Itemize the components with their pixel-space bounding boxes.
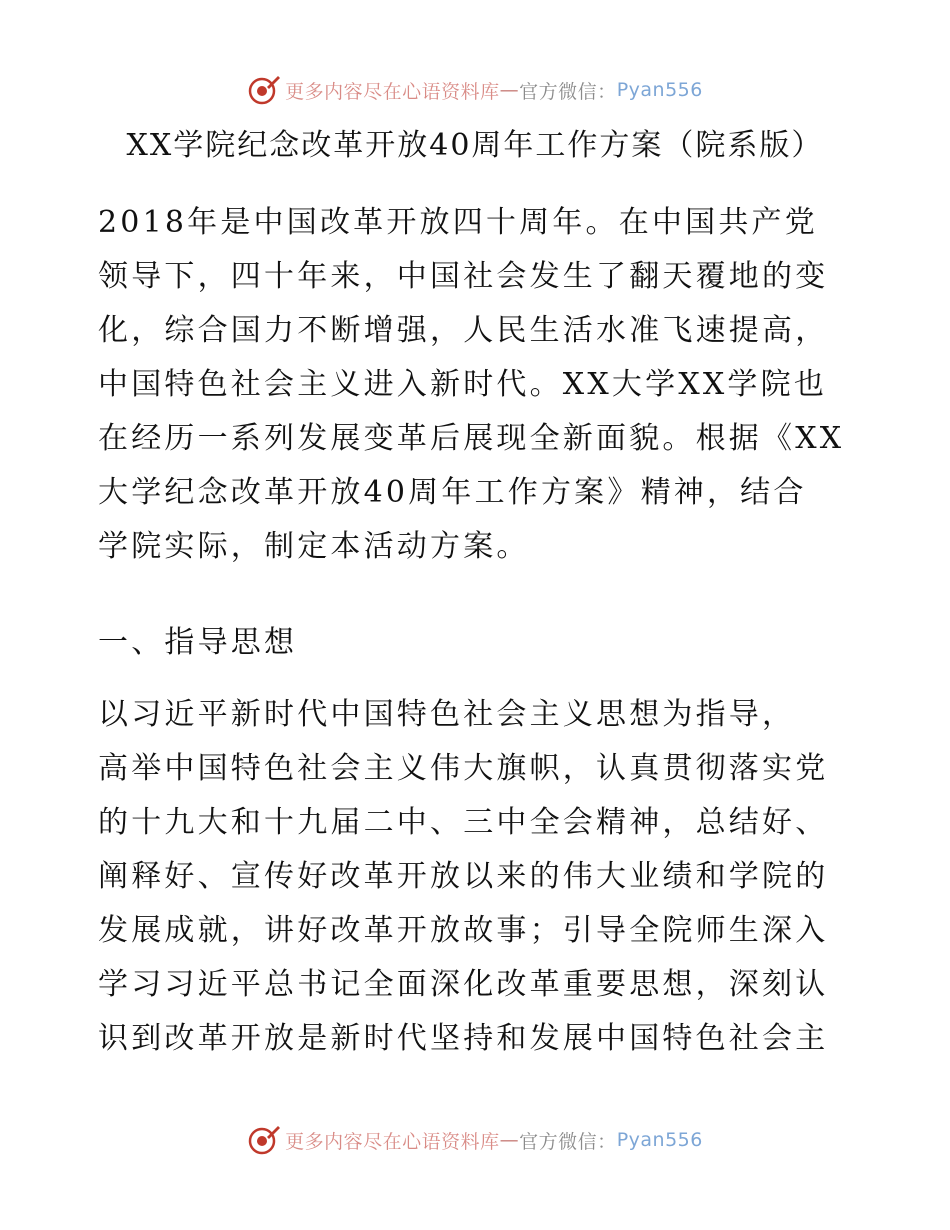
watermark-dash: —	[499, 79, 520, 101]
section-line: 以习近平新时代中国特色社会主义思想为指导，	[98, 697, 796, 732]
watermark-prefix: 更多内容尽在心语资料库	[285, 1130, 500, 1153]
section-heading-text: 一、指导思想	[98, 625, 298, 660]
section-paragraph	[98, 688, 858, 1066]
intro-line: 大学纪念改革开放40周年工作方案》精神，结合	[98, 475, 807, 510]
intro-line: 在经历一系列发展变革后展现全新面貌。根据《XX	[98, 421, 845, 456]
intro-line: 化，综合国力不断增强，人民生活水准飞速提高，	[98, 313, 829, 348]
section-line: 阐释好、宣传好改革开放以来的伟大业绩和学院的	[98, 859, 829, 894]
section-line: 识到改革开放是新时代坚持和发展中国特色社会主	[98, 1021, 829, 1056]
pen-logo-icon	[247, 1123, 281, 1157]
footer-watermark	[0, 1120, 950, 1160]
intro-paragraph	[98, 196, 858, 574]
intro-line: 2018年是中国改革开放四十周年。在中国共产党	[98, 205, 818, 240]
header-watermark	[0, 70, 950, 110]
intro-line: 学院实际，制定本活动方案。	[98, 529, 530, 564]
watermark-account: Pyan556	[616, 79, 703, 101]
intro-line: 领导下，四十年来，中国社会发生了翻天覆地的变	[98, 259, 829, 294]
watermark-dash: —	[499, 1129, 520, 1151]
section-line: 发展成就，讲好改革开放故事；引导全院师生深入	[98, 913, 829, 948]
section-line: 学习习近平总书记全面深化改革重要思想，深刻认	[98, 967, 829, 1002]
section-heading	[98, 616, 858, 670]
document-title: XX学院纪念改革开放40周年工作方案（院系版）	[126, 128, 824, 163]
watermark-middle: 官方微信：	[519, 80, 617, 103]
section-line: 高举中国特色社会主义伟大旗帜，认真贯彻落实党	[98, 751, 829, 786]
watermark-account: Pyan556	[616, 1129, 703, 1151]
watermark-prefix: 更多内容尽在心语资料库	[285, 80, 500, 103]
watermark-middle: 官方微信：	[519, 1130, 617, 1153]
pen-logo-icon	[247, 73, 281, 107]
intro-line: 中国特色社会主义进入新时代。XX大学XX学院也	[98, 367, 828, 402]
section-line: 的十九大和十九届二中、三中全会精神，总结好、	[98, 805, 829, 840]
